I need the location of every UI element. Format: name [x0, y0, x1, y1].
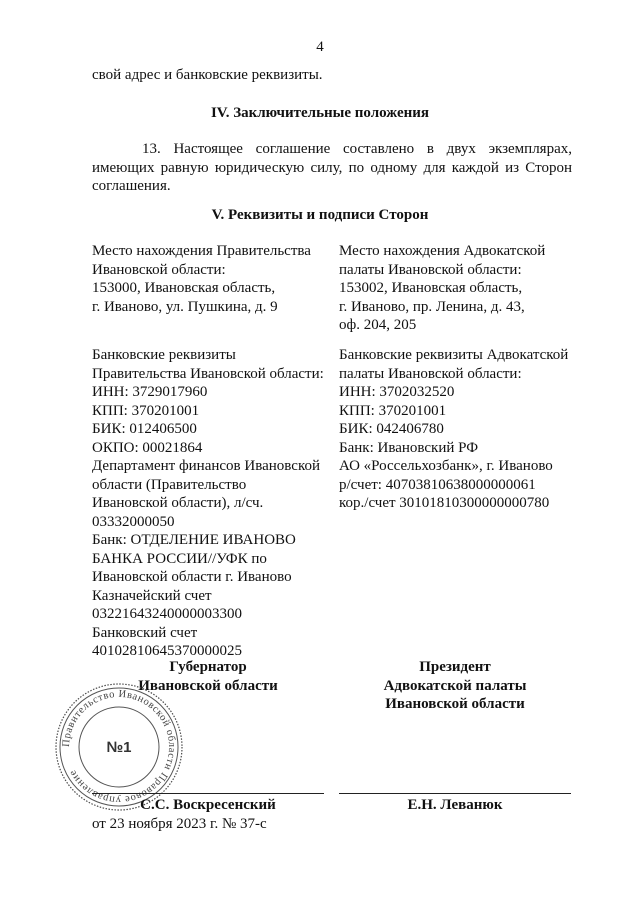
- bank-line: БИК: 012406500: [92, 421, 197, 437]
- bank-line: 03221643240000003300: [92, 606, 242, 622]
- bank-line: р/счет: 40703810638000000061: [339, 476, 536, 493]
- intro-line: свой адрес и банковские реквизиты.: [92, 67, 323, 83]
- address-line: Место нахождения Правительства: [92, 243, 311, 259]
- address-line: Место нахождения Адвокатской: [339, 243, 546, 259]
- address-line: г. Иваново, пр. Ленина, д. 43,: [339, 298, 525, 315]
- left-signatory-name: С.С. Воскресенский: [140, 797, 276, 813]
- bank-line: палаты Ивановской области:: [339, 365, 522, 382]
- bank-line: Банковские реквизиты Адвокатской: [339, 347, 569, 363]
- bank-line: ИНН: 3729017960: [92, 384, 208, 400]
- title-line: Губернатор: [169, 659, 247, 675]
- bank-line: БИК: 042406780: [339, 421, 444, 437]
- bank-line: Банк: Ивановский РФ: [339, 439, 479, 456]
- section-5-title: V. Реквизиты и подписи Сторон: [211, 207, 429, 223]
- title-line: Адвокатской палаты: [383, 677, 527, 694]
- seal-ring-text: Правительство Ивановской области Правовое управление: [60, 688, 178, 806]
- bank-line: Департамент финансов Ивановской: [92, 458, 320, 474]
- address-line: оф. 204, 205: [339, 317, 417, 333]
- page-number: 4: [316, 39, 324, 55]
- left-party-bank-details: [92, 346, 332, 661]
- bank-line: Банковский счет: [92, 624, 198, 641]
- bank-line: КПП: 370201001: [339, 402, 447, 419]
- bank-line: АО «Россельхозбанк», г. Иваново: [339, 458, 553, 474]
- address-line: палаты Ивановской области:: [339, 261, 522, 278]
- bank-line: КПП: 370201001: [92, 402, 200, 419]
- bank-line: Ивановской области г. Иваново: [92, 569, 292, 585]
- footer-date-line: от 23 ноября 2023 г. № 37-с: [92, 816, 267, 832]
- section-4-title: IV. Заключительные положения: [210, 105, 430, 121]
- right-party-bank-details: [339, 346, 589, 513]
- bank-line: 40102810645370000025: [92, 643, 242, 659]
- bank-line: ОКПО: 00021864: [92, 439, 203, 456]
- title-line: Ивановской области: [138, 677, 278, 694]
- seal-center-text: №1: [106, 739, 132, 756]
- bank-line: Банковские реквизиты: [92, 347, 236, 363]
- address-line: Ивановской области:: [92, 261, 226, 278]
- bank-line: области (Правительство: [92, 476, 247, 493]
- bank-line: ИНН: 3702032520: [339, 384, 455, 400]
- right-signatory-name: Е.Н. Леванюк: [407, 797, 503, 813]
- address-line: г. Иваново, ул. Пушкина, д. 9: [92, 298, 278, 315]
- bank-line: кор./счет 30101810300000000780: [339, 495, 550, 511]
- left-signature-line: [92, 793, 324, 794]
- right-party-address: [339, 242, 589, 335]
- bank-line: 03332000050: [92, 513, 175, 530]
- right-signature-line: [339, 793, 571, 794]
- right-signatory-title: [339, 658, 571, 714]
- bank-line: БАНКА РОССИИ//УФК по: [92, 550, 267, 567]
- title-line: Ивановской области: [385, 696, 525, 712]
- section-4-paragraph: 13. Настоящее соглашение составлено в двух экземплярах, имеющих равную юридическую силу, по одному для каждой из Сторон соглашения.: [92, 141, 572, 194]
- left-party-address: [92, 242, 332, 316]
- address-line: 153002, Ивановская область,: [339, 280, 523, 296]
- bank-line: Правительства Ивановской области:: [92, 365, 324, 382]
- title-line: Президент: [419, 659, 491, 675]
- bank-line: Казначейский счет: [92, 587, 212, 604]
- address-line: 153000, Ивановская область,: [92, 280, 276, 296]
- bank-line: Ивановской области), л/сч.: [92, 495, 264, 511]
- bank-line: Банк: ОТДЕЛЕНИЕ ИВАНОВО: [92, 532, 296, 548]
